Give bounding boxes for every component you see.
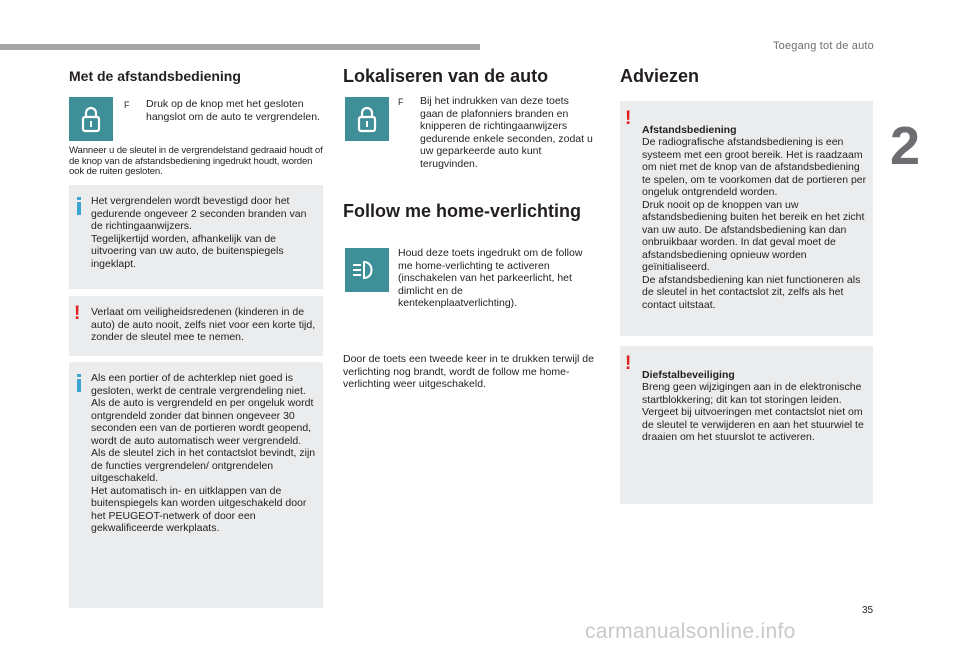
padlock-locked-icon: [345, 97, 389, 141]
page-number: 35: [862, 605, 874, 616]
padlock-locked-icon: [69, 97, 113, 141]
watermark: carmanualsonline.info: [585, 620, 796, 643]
heading-advice: Adviezen: [620, 66, 700, 86]
heading-remote-control: Met de afstandsbediening: [69, 68, 241, 84]
locate-instruction: F Bij het indrukken van deze toets gaan de plafonniers branden en knipperen de richtingaanwijzers gedurende enkele seconden, zodat u uw geparkeerde auto kunt terugvinden.: [398, 95, 593, 170]
advice-title-anti-theft: Diefstalbeveiliging: [642, 368, 735, 381]
chapter-title: Toegang tot de auto: [772, 40, 874, 52]
bullet-marker: F: [124, 100, 130, 110]
headlamp-icon: [345, 248, 389, 292]
window-close-note: Wanneer u de sleutel in de vergrendelstand gedraaid houdt of de knop van de afstandsbediening ingedrukt houdt, worden ook de ruiten gesloten.: [69, 145, 323, 178]
warning-icon: !: [625, 108, 632, 129]
warning-icon: !: [625, 353, 632, 374]
advice-text-remote: De radiografische afstandsbediening is een systeem met een groot bereik. Het is raadzaam om niet met de knop van de afstandsbediening te spelen, om te voorkomen dat de portieren per ongeluk ontgrendeld worden. Druk nooit op de knoppen van uw afstandsbediening buiten het bereik en het zicht van uw auto. De afstandsbediening kan dan onbruikbaar worden. In dat geval moet de afstandsbediening opnieuw worden geïnitialiseerd. De afstandsbediening kan niet functioneren als de sleutel in het contactslot zit, zelfs als het contact uitstaat.: [642, 136, 867, 311]
heading-locate-vehicle: Lokaliseren van de auto: [343, 66, 549, 86]
warning-box-key: ! Verlaat om veiligheidsredenen (kinderen in de auto) de auto nooit, zelfs niet voor een korte tijd, zonder de sleutel mee te nemen.: [69, 296, 323, 356]
heading-follow-me-home: Follow me home-verlichting: [343, 201, 582, 221]
warning-icon: !: [74, 303, 81, 324]
follow-me-home-instruction: Houd deze toets ingedrukt om de follow me home-verlichting te activeren (inschakelen van het parkeerlicht, het dimlicht en de kentekenplaatverlichting).: [398, 247, 583, 309]
header-bar: [0, 44, 480, 50]
bullet-marker: F: [398, 97, 404, 107]
chapter-number: 2: [890, 116, 921, 176]
remote-lock-instruction: F Druk op de knop met het gesloten hangslot om de auto te vergrendelen.: [124, 98, 320, 123]
advice-box-anti-theft: [620, 346, 873, 504]
advice-text-anti-theft: Breng geen wijzigingen aan in de elektronische startblokkering; dit kan tot storingen leiden. Vergeet bij uitvoeringen met contactslot niet om de sleutel te verwijderen en aan het stuurwiel te draaien om het stuurslot te activeren.: [642, 381, 864, 443]
info-box-lock-confirmation: Het vergrendelen wordt bevestigd door het gedurende ongeveer 2 seconden branden van de richtingaanwijzers. Tegelijkertijd worden, afhankelijk van de uitvoering van uw auto, de buitenspiegels ingeklapt.: [69, 185, 323, 289]
follow-me-home-deactivate: Door de toets een tweede keer in te drukken terwijl de verlichting nog brandt, wordt de follow me home-verlichting weer uitgeschakeld.: [343, 353, 594, 390]
advice-title-remote: Afstandsbediening: [642, 123, 737, 136]
info-icon: [77, 374, 81, 392]
info-box-central-locking: Als een portier of de achterklep niet goed is gesloten, werkt de centrale vergrendeling niet. Als de auto is vergrendeld en per ongeluk wordt ontgrendeld zonder dat binnen ongeveer 30 seconden een van de portieren wordt geopend, wordt de auto automatisch weer vergrendeld. Als de sleutel zich in het contactslot bevindt, zijn de functies vergrendelen/ ontgrendelen uitgeschakeld. Het automatisch in- en uitklappen van de buitenspiegels kan worden uitgeschakeld door het PEUGEOT-netwerk of door een gekwalificeerde werkplaats.: [69, 362, 323, 608]
info-icon: [77, 197, 81, 215]
advice-box-remote: [620, 101, 873, 336]
